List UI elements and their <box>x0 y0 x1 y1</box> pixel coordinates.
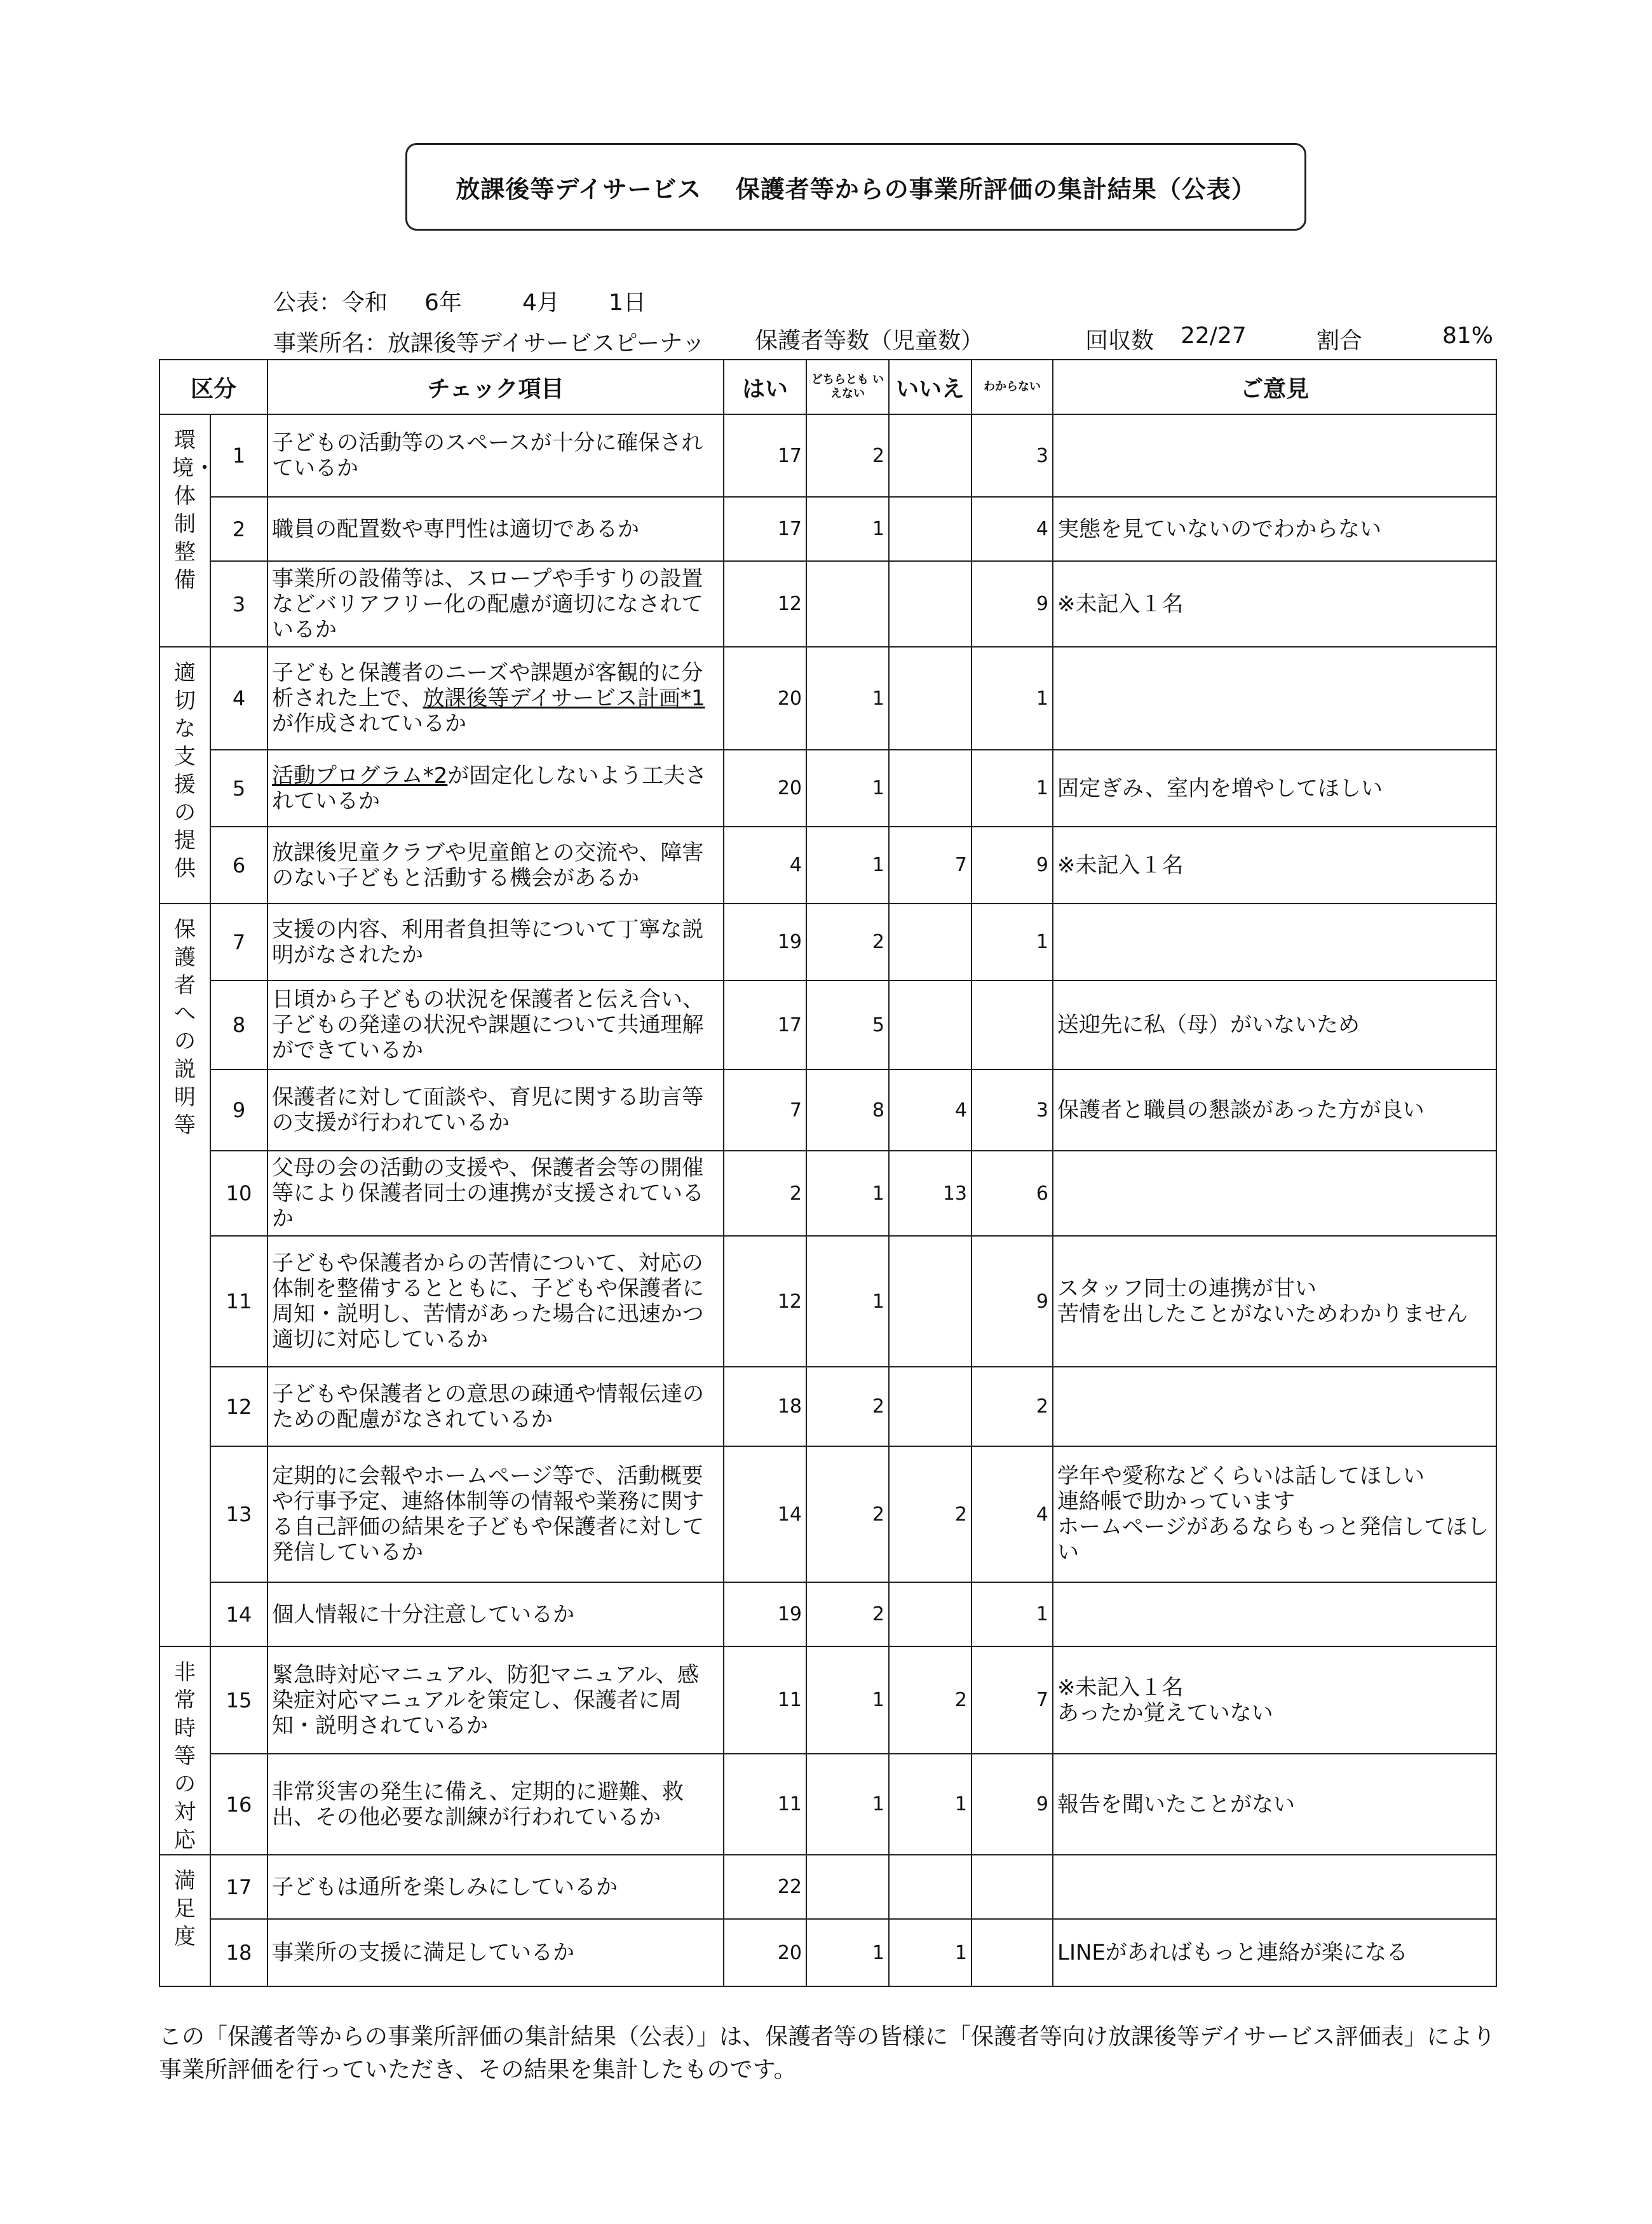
facility-name: 事業所名：放課後等デイサービスピーナッ <box>273 330 705 356</box>
neither-count: 2 <box>806 1582 889 1646</box>
unknown-count: 3 <box>972 1069 1053 1151</box>
check-item-text: 放課後児童クラブや児童館との交流や、障害のない子どもと活動する機会があるか <box>272 839 704 891</box>
category-cell <box>159 414 215 647</box>
neither-count: 1 <box>806 1919 889 1986</box>
check-item-text: 定期的に会報やホームページ等で、活動概要や行事予定、連絡体制等の情報や業務に関する自己評価の結果を子どもや保護者に対して発信しているか <box>272 1463 705 1565</box>
no-count <box>889 1367 972 1446</box>
comment-cell <box>1053 647 1496 750</box>
comment-cell: ※未記入１名 <box>1053 561 1496 647</box>
no-count <box>889 414 972 497</box>
neither-count: 1 <box>806 1754 889 1855</box>
neither-count: 5 <box>806 980 889 1069</box>
table-row <box>159 414 1496 497</box>
item-number: 13 <box>210 1446 267 1582</box>
check-item <box>267 1367 724 1446</box>
check-item-text: 子どもと保護者のニーズや課題が客観的に分析された上で、 <box>272 660 703 711</box>
category-cell <box>159 1646 210 1855</box>
category-cell <box>159 904 210 1646</box>
comment-cell <box>1053 1855 1496 1919</box>
neither-count: 2 <box>806 414 889 497</box>
check-item-text: 子どもや保護者からの苦情について、対応の体制を整備するとともに、子どもや保護者に周知・説明し、苦情があった場合に迅速かつ適切に対応しているか <box>272 1251 705 1352</box>
header-unknown: わからない <box>972 360 1053 414</box>
item-number: 12 <box>210 1367 267 1446</box>
no-count: 7 <box>889 827 972 904</box>
table-row <box>159 904 1496 980</box>
yes-count: 20 <box>724 750 806 827</box>
comment-cell: 固定ぎみ、室内を増やしてほしい <box>1053 750 1496 827</box>
no-count <box>889 497 972 561</box>
yes-count: 11 <box>724 1646 806 1754</box>
guardian-count-label: 保護者等数（児童数） <box>755 328 984 354</box>
comment-cell <box>1053 414 1496 497</box>
item-number: 5 <box>210 750 267 827</box>
publication-label: 公表：令和 <box>273 290 388 316</box>
yes-count: 4 <box>724 827 806 904</box>
table-row <box>159 750 1496 827</box>
collected-value: 22/27 <box>1181 323 1247 349</box>
neither-count <box>806 1855 889 1919</box>
no-count <box>889 1582 972 1646</box>
category-cell <box>159 647 210 904</box>
comment-cell: 学年や愛称などくらいは話してほしい 連絡帳で助かっています ホームページがあるならもっと発信してほしい <box>1053 1446 1496 1582</box>
table-row <box>159 1754 1496 1855</box>
check-item <box>267 1446 724 1582</box>
neither-count: 2 <box>806 904 889 980</box>
check-item-text: 事業所の支援に満足しているか <box>272 1940 575 1965</box>
header-yes: はい <box>724 360 806 414</box>
neither-count: 1 <box>806 497 889 561</box>
table-row <box>159 1646 1496 1754</box>
check-item-text: 個人情報に十分注意しているか <box>272 1601 575 1627</box>
item-number: 7 <box>210 904 267 980</box>
yes-count: 17 <box>724 980 806 1069</box>
category-label: 非常時等の対応 <box>174 1660 196 1853</box>
footer-note: この「保護者等からの事業所評価の集計結果（公表）」は、保護者等の皆様に「保護者等向け放課後等デイサービス評価表」により事業所評価を行っていただき、その結果を集計したものです。 <box>159 2024 1496 2083</box>
item-number: 17 <box>210 1855 267 1919</box>
yes-count: 17 <box>724 414 806 497</box>
unknown-count: 9 <box>972 561 1053 647</box>
check-item-text: 支援の内容、利用者負担等について丁寧な説明がなされたか <box>272 916 704 968</box>
check-item <box>267 1646 724 1754</box>
comment-cell: 報告を聞いたことがない <box>1053 1754 1496 1855</box>
item-number: 16 <box>210 1754 267 1855</box>
no-count <box>889 980 972 1069</box>
check-item <box>267 497 724 561</box>
check-item-underlined: 活動プログラム*2 <box>272 763 448 789</box>
table-row <box>159 980 1496 1069</box>
table-header-row <box>159 360 1496 414</box>
no-count <box>889 750 972 827</box>
unknown-count: 2 <box>972 1367 1053 1446</box>
unknown-count: 7 <box>972 1646 1053 1754</box>
unknown-count: 9 <box>972 1236 1053 1367</box>
item-number: 8 <box>210 980 267 1069</box>
check-item <box>267 980 724 1069</box>
header-comments: ご意見 <box>1053 360 1496 414</box>
unknown-count: 3 <box>972 414 1053 497</box>
category-label: 満足度 <box>174 1868 196 1949</box>
unknown-count: 4 <box>972 497 1053 561</box>
table-row <box>159 1446 1496 1582</box>
header-neither: どちらとも いえない <box>806 360 889 414</box>
collected-label: 回収数 <box>1085 328 1154 354</box>
check-item <box>267 750 724 827</box>
neither-count: 8 <box>806 1069 889 1151</box>
check-item <box>267 1582 724 1646</box>
yes-count: 2 <box>724 1151 806 1236</box>
yes-count: 7 <box>724 1069 806 1151</box>
neither-count: 1 <box>806 1646 889 1754</box>
no-count <box>889 1236 972 1367</box>
yes-count: 12 <box>724 561 806 647</box>
check-item <box>267 1236 724 1367</box>
item-number: 1 <box>210 414 267 497</box>
category-cell <box>159 1855 210 1986</box>
check-item-text: 職員の配置数や専門性は適切であるか <box>272 516 640 542</box>
yes-count: 20 <box>724 1919 806 1986</box>
item-number: 14 <box>210 1582 267 1646</box>
table-row <box>159 1367 1496 1446</box>
item-number: 9 <box>210 1069 267 1151</box>
table-row <box>159 1855 1496 1919</box>
check-item <box>267 647 724 750</box>
item-number: 2 <box>210 497 267 561</box>
check-item-text: 子どもは通所を楽しみにしているか <box>272 1874 618 1900</box>
publication-month: 4月 <box>522 290 560 316</box>
check-item <box>267 1855 724 1919</box>
header-check-item: チェック項目 <box>267 360 724 414</box>
header-no: いいえ <box>889 360 972 414</box>
unknown-count: 1 <box>972 750 1053 827</box>
yes-count: 11 <box>724 1754 806 1855</box>
neither-count: 1 <box>806 827 889 904</box>
check-item-text: 子どもの活動等のスペースが十分に確保されているか <box>272 430 703 481</box>
comment-cell <box>1053 1367 1496 1446</box>
publication-year: 6年 <box>424 290 462 316</box>
unknown-count: 9 <box>972 1754 1053 1855</box>
unknown-count: 6 <box>972 1151 1053 1236</box>
rate-label: 割合 <box>1317 328 1363 354</box>
page-title: 放課後等デイサービス 保護者等からの事業所評価の集計結果（公表） <box>405 143 1306 231</box>
no-count: 1 <box>889 1919 972 1986</box>
yes-count: 22 <box>724 1855 806 1919</box>
rate-value: 81% <box>1442 323 1494 349</box>
check-item <box>267 1069 724 1151</box>
comment-cell: 保護者と職員の懇談があった方が良い <box>1053 1069 1496 1151</box>
no-count: 13 <box>889 1151 972 1236</box>
table-row <box>159 497 1496 561</box>
check-item-text-end: が固定化しないよう工夫されているか <box>272 763 707 814</box>
check-item-text-end: が作成されているか <box>272 711 467 736</box>
item-number: 11 <box>210 1236 267 1367</box>
neither-count: 1 <box>806 1151 889 1236</box>
item-number: 3 <box>210 561 267 647</box>
check-item-text: 保護者に対して面談や、育児に関する助言等の支援が行われているか <box>272 1085 704 1136</box>
comment-cell: LINEがあればもっと連絡が楽になる <box>1053 1919 1496 1986</box>
check-item <box>267 904 724 980</box>
yes-count: 18 <box>724 1367 806 1446</box>
no-count <box>889 1855 972 1919</box>
category-label: 保護者への説明等 <box>174 917 196 1138</box>
check-item-text: 父母の会の活動の支援や、保護者会等の開催等により保護者同士の連携が支援されているか <box>272 1155 705 1231</box>
publication-day: 1日 <box>609 290 646 316</box>
no-count: 2 <box>889 1646 972 1754</box>
unknown-count: 1 <box>972 904 1053 980</box>
neither-count: 1 <box>806 1236 889 1367</box>
check-item-text: 子どもや保護者との意思の疎通や情報伝達のための配慮がなされているか <box>272 1381 705 1432</box>
category-label: 適切な支援の提供 <box>174 660 196 881</box>
yes-count: 19 <box>724 904 806 980</box>
comment-cell: 送迎先に私（母）がいないため <box>1053 980 1496 1069</box>
check-item <box>267 1151 724 1236</box>
item-number: 4 <box>210 647 267 750</box>
comment-cell <box>1053 904 1496 980</box>
unknown-count: 9 <box>972 827 1053 904</box>
yes-count: 14 <box>724 1446 806 1582</box>
no-count <box>889 904 972 980</box>
comment-cell <box>1053 1582 1496 1646</box>
yes-count: 12 <box>724 1236 806 1367</box>
check-item-text: 事業所の設備等は、スロープや手すりの設置などバリアフリー化の配慮が適切になされているか <box>272 566 703 642</box>
unknown-count <box>972 1855 1053 1919</box>
table-row <box>159 647 1496 750</box>
yes-count: 19 <box>724 1582 806 1646</box>
table-row <box>159 1919 1496 1986</box>
comment-cell: 実態を見ていないのでわからない <box>1053 497 1496 561</box>
item-number: 15 <box>210 1646 267 1754</box>
neither-count: 2 <box>806 1446 889 1582</box>
unknown-count <box>972 980 1053 1069</box>
yes-count: 20 <box>724 647 806 750</box>
check-item-underlined: 放課後等デイサービス計画*1 <box>423 686 705 711</box>
comment-cell <box>1053 1151 1496 1236</box>
item-number: 18 <box>210 1919 267 1986</box>
table-row <box>159 827 1496 904</box>
unknown-count: 1 <box>972 1582 1053 1646</box>
yes-count: 17 <box>724 497 806 561</box>
no-count: 1 <box>889 1754 972 1855</box>
comment-cell: ※未記入１名 <box>1053 827 1496 904</box>
neither-count: 1 <box>806 647 889 750</box>
check-item <box>267 414 724 497</box>
item-number: 6 <box>210 827 267 904</box>
neither-count <box>806 561 889 647</box>
header-category: 区分 <box>159 360 267 414</box>
table-row <box>159 1151 1496 1236</box>
category-label: 環境・体制整備 <box>172 428 215 593</box>
item-number: 10 <box>210 1151 267 1236</box>
no-count: 4 <box>889 1069 972 1151</box>
check-item-text: 緊急時対応マニュアル、防犯マニュアル、感染症対応マニュアルを策定し、保護者に周知・説明されているか <box>272 1662 699 1739</box>
table-row <box>159 561 1496 647</box>
table-row <box>159 1069 1496 1151</box>
check-item <box>267 827 724 904</box>
check-item-text: 日頃から子どもの状況を保護者と伝え合い、子どもの発達の状況や課題について共通理解ができているか <box>272 987 705 1063</box>
check-item-text: 非常災害の発生に備え、定期的に避難、救出、その他必要な訓練が行われているか <box>272 1779 684 1830</box>
neither-count: 1 <box>806 750 889 827</box>
evaluation-table <box>159 359 1497 1987</box>
check-item <box>267 1919 724 1986</box>
table-row <box>159 1582 1496 1646</box>
no-count <box>889 561 972 647</box>
unknown-count: 4 <box>972 1446 1053 1582</box>
no-count <box>889 647 972 750</box>
comment-cell: スタッフ同士の連携が甘い 苦情を出したことがないためわかりません <box>1053 1236 1496 1367</box>
check-item <box>267 561 724 647</box>
unknown-count <box>972 1919 1053 1986</box>
neither-count: 2 <box>806 1367 889 1446</box>
no-count: 2 <box>889 1446 972 1582</box>
check-item <box>267 1754 724 1855</box>
table-body <box>159 414 1496 1986</box>
comment-cell: ※未記入１名 あったか覚えていない <box>1053 1646 1496 1754</box>
unknown-count: 1 <box>972 647 1053 750</box>
table-row <box>159 1236 1496 1367</box>
